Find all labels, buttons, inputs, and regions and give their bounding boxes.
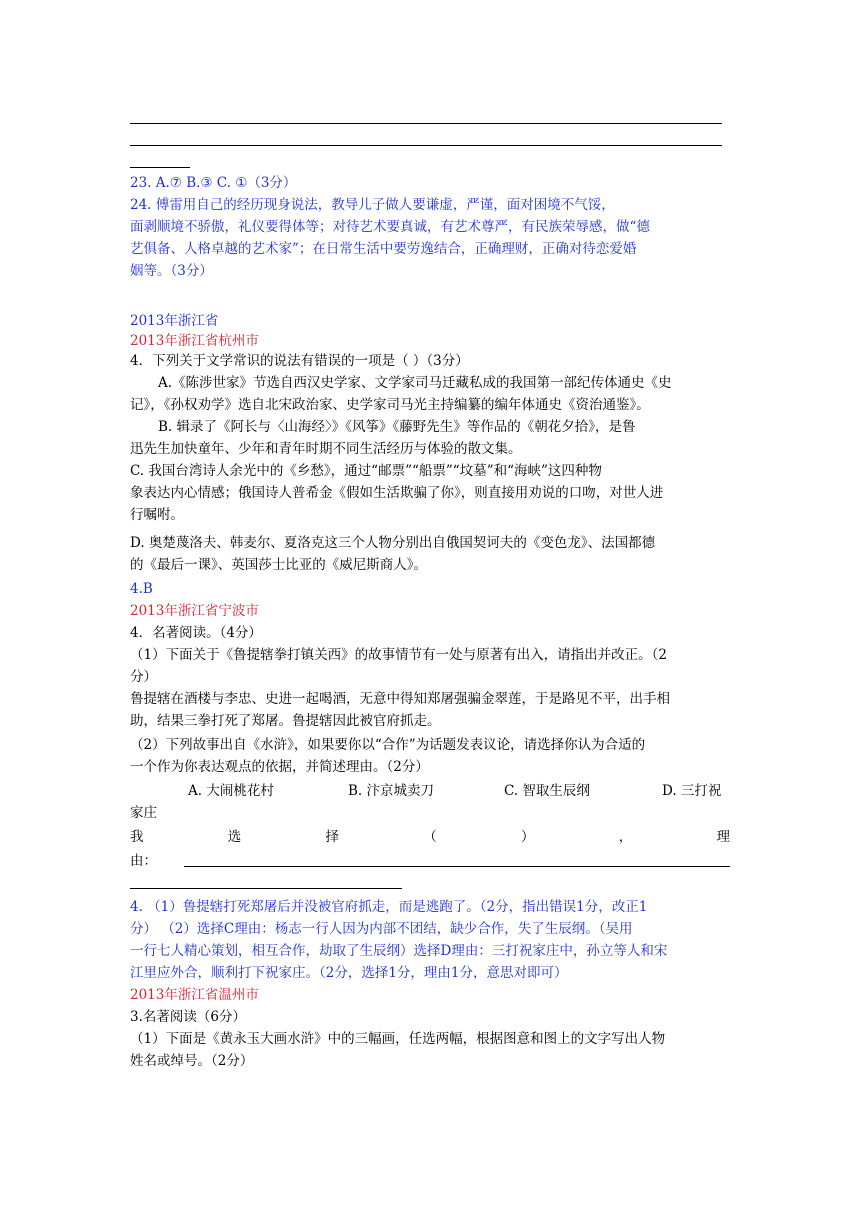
reason-label: 由： [130,853,157,869]
answer-24-line-4: 姻等。（3分） [130,263,213,279]
sub-question-1-line-1: （1）下面关于《鲁提辖拳打镇关西》的故事情节有一处与原著有出入，请指出并改正。（2 [130,647,667,663]
heading-zhejiang: 2013年浙江省 [130,313,219,329]
option-b: B. 汴京城卖刀 [348,783,435,799]
choose-char-7: 理 [716,829,730,845]
answer-24-line-1: 24. 傅雷用自己的经历现身说法，教导儿子做人要谦虚，严谨，面对困境不气馁， [130,197,615,213]
choose-char-3: 择 [325,829,339,845]
answer-4-ningbo-line-2: 分） （2）选择C理由：杨志一行人因为内部不团结，缺少合作，失了生辰纲。（吴用 [130,921,633,937]
option-c-line-2: 象表达内心情感；俄国诗人普希金《假如生活欺骗了你》，则直接用劝说的口吻，对世人进 [130,485,664,501]
choose-char-5: ） [521,829,535,845]
excerpt-line-2: 助，结果三拳打死了郑屠。鲁提辖因此被官府抓走。 [130,713,441,729]
choose-char-2: 选 [227,829,242,845]
answer-line-2 [130,145,722,146]
question-4-ningbo: 4．名著阅读。（4分） [130,625,262,641]
sub-question-wz-line-1: （1）下面是《黄永玉大画水浒》中的三幅画，任选两幅，根据图意和图上的文字写出人物 [130,1031,666,1047]
heading-ningbo: 2013年浙江省宁波市 [130,603,259,619]
option-b-line-1: B. 辑录了《阿长与〈山海经〉》《风筝》《藤野先生》等作品的《朝花夕拾》，是鲁 [158,419,636,435]
choose-char-4: （ [423,829,437,845]
excerpt-line-1: 鲁提辖在酒楼与李忠、史进一起喝酒，无意中得知郑屠强骗金翠莲，于是路见不平，出手相 [130,691,670,707]
option-a-line-2: 记》，《孙权劝学》选自北宋政治家、史学家司马光主持编纂的编年体通史《资治通鉴》。 [130,397,650,413]
answer-4-hangzhou: 4.B [130,581,153,597]
option-c-line-3: 行嘱咐。 [130,507,184,523]
sub-question-2-line-1: （2）下列故事出自《水浒》，如果要你以“合作”为话题发表议论，请选择你认为合适的 [130,737,646,753]
answer-24-line-2: 面剥顺境不骄傲，礼仪要得体等；对待艺术要真诚，有艺术尊严，有民族荣辱感，做“德 [130,219,650,235]
question-3-wenzhou: 3.名著阅读（6分） [130,1009,246,1025]
reason-line-2[interactable] [130,888,402,889]
answer-4-ningbo-line-4: 江里应外合，顺利打下祝家庄。（2分，选择1分，理由1分，意思对即可） [130,965,568,981]
option-a-line-1: A.《陈涉世家》节选自西汉史学家、文学家司马迁藏私成的我国第一部纪传体通史《史 [158,375,672,391]
answer-23: 23. A.⑦ B.③ C. ①（3分） [130,175,297,191]
answer-4-ningbo-line-1: 4. （1）鲁提辖打死郑屠后并没被官府抓走，而是逃跑了。（2分，指出错误1分，改正1 [130,899,648,915]
reason-line[interactable] [184,866,730,867]
option-d-continued: 家庄 [130,805,157,821]
answer-line-1 [130,123,722,124]
heading-hangzhou: 2013年浙江省杭州市 [130,333,259,349]
question-4-hangzhou: 4．下列关于文学常识的说法有错误的一项是（ ）（3分） [130,353,469,369]
option-a: A. 大闹桃花村 [188,783,274,799]
option-c-line-1: C. 我国台湾诗人余光中的《乡愁》，通过“邮票”“船票”“坟墓”和“海峡”这四种物 [130,463,602,479]
option-c: C. 智取生辰纲 [504,783,590,799]
answer-4-ningbo-line-3: 一行七人精心策划，相互合作，劫取了生辰纲）选择D理由：三打祝家庄中，孙立等人和宋 [130,943,668,959]
sub-question-wz-line-2: 姓名或绰号。（2分） [130,1053,254,1069]
answer-line-short [130,167,190,168]
option-d-line-2: 的《最后一课》、英国莎士比亚的《威尼斯商人》。 [130,557,427,573]
option-d: D. 三打祝 [662,783,722,799]
sub-question-2-line-2: 一个作为你表达观点的依据，并简述理由。（2分） [130,759,429,775]
choose-char-1: 我 [130,829,144,845]
choose-char-6: ， [618,829,633,845]
heading-wenzhou: 2013年浙江省温州市 [130,987,259,1003]
option-d-line-1: D. 奥楚蔑洛夫、韩麦尔、夏洛克这三个人物分别出自俄国契诃夫的《变色龙》、法国都德 [130,535,656,551]
choose-row [130,826,730,848]
option-b-line-2: 迅先生加快童年、少年和青年时期不同生活经历与体验的散文集。 [130,441,522,457]
answer-24-line-3: 艺俱备、人格卓越的艺术家”；在日常生活中要劳逸结合，正确理财，正确对待恋爱婚 [130,241,637,257]
sub-question-1-line-2: 分） [130,669,157,685]
